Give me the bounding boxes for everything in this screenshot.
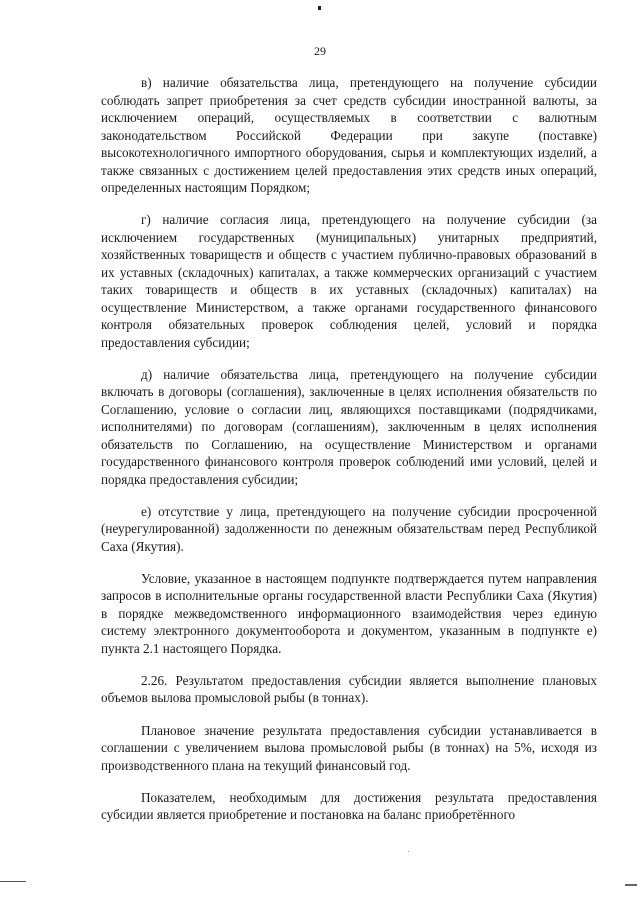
document-body [101, 74, 597, 838]
scan-speck [408, 851, 409, 852]
paragraph-e: е) отсутствие у лица, претендующего на получение субсидии просроченной (неурегулированной) задолженности по денежным обязательствам перед Республикой Саха (Якутия). [101, 503, 597, 554]
page-number: 29 [314, 44, 326, 58]
scan-edge-mark [625, 884, 637, 886]
paragraph-v: в) наличие обязательства лица, претендующего на получение субсидии соблюдать запрет приобретения за счет средств субсидии иностранной валюты, за исключением операций, осуществляемых в соответствии с валютным законодательством Российской Федерации при закупе (поставке) высокотехнологичного импортного оборудования, сырья и комплектующих изделий, а также связанных с достижением целей предоставления этих средств иных операций, определенных настоящим Порядком; [101, 75, 597, 195]
paragraph-2-26: 2.26. Результатом предоставления субсидии является выполнение плановых объемов вылова промысловой рыбы (в тоннах). [101, 672, 597, 706]
scan-edge-line [0, 881, 26, 882]
paragraph-planned-value: Плановое значение результата предоставления субсидии устанавливается в соглашении с увеличением вылова промысловой рыбы (в тоннах) на 5%, исходя из производственного плана на текущий финансовый год. [101, 722, 597, 773]
scan-dot-mark [318, 6, 321, 10]
paragraph-condition: Условие, указанное в настоящем подпункте подтверждается путем направления запросов в исполнительные органы государственной власти Республики Саха (Якутия) в порядке межведомственного информационного взаимодействия через единую систему электронного документооборота и документом, указанным в подпункте е) пункта 2.1 настоящего Порядка. [101, 570, 597, 656]
paragraph-indicator: Показателем, необходимым для достижения результата предоставления субсидии является приобретение и постановка на баланс приобретённого [101, 789, 597, 823]
paragraph-d: д) наличие обязательства лица, претендующего на получение субсидии включать в договоры (соглашения), заключенные в целях исполнения обязательств по Соглашению, условие о согласии лиц, являющихся поставщиками (подрядчиками, исполнителями) по договорам (соглашениям), заключенным в целях исполнения обязательств по Соглашению, на осуществление Министерством и органами государственного финансового контроля проверок соблюдений ими условий, целей и порядка предоставления субсидии; [101, 366, 597, 487]
paragraph-g: г) наличие согласия лица, претендующего на получение субсидии (за исключением государственных (муниципальных) унитарных предприятий, хозяйственных товариществ и обществ с участием публично-правовых образований в их уставных (складочных) капиталах, а также коммерческих организаций с участием таких товариществ и обществ в их уставных (складочных) капиталах) на осуществление Министерством, а также органами государственного финансового контроля обязательных проверок соблюдения целей, условий и порядка предоставления субсидии; [101, 212, 597, 350]
